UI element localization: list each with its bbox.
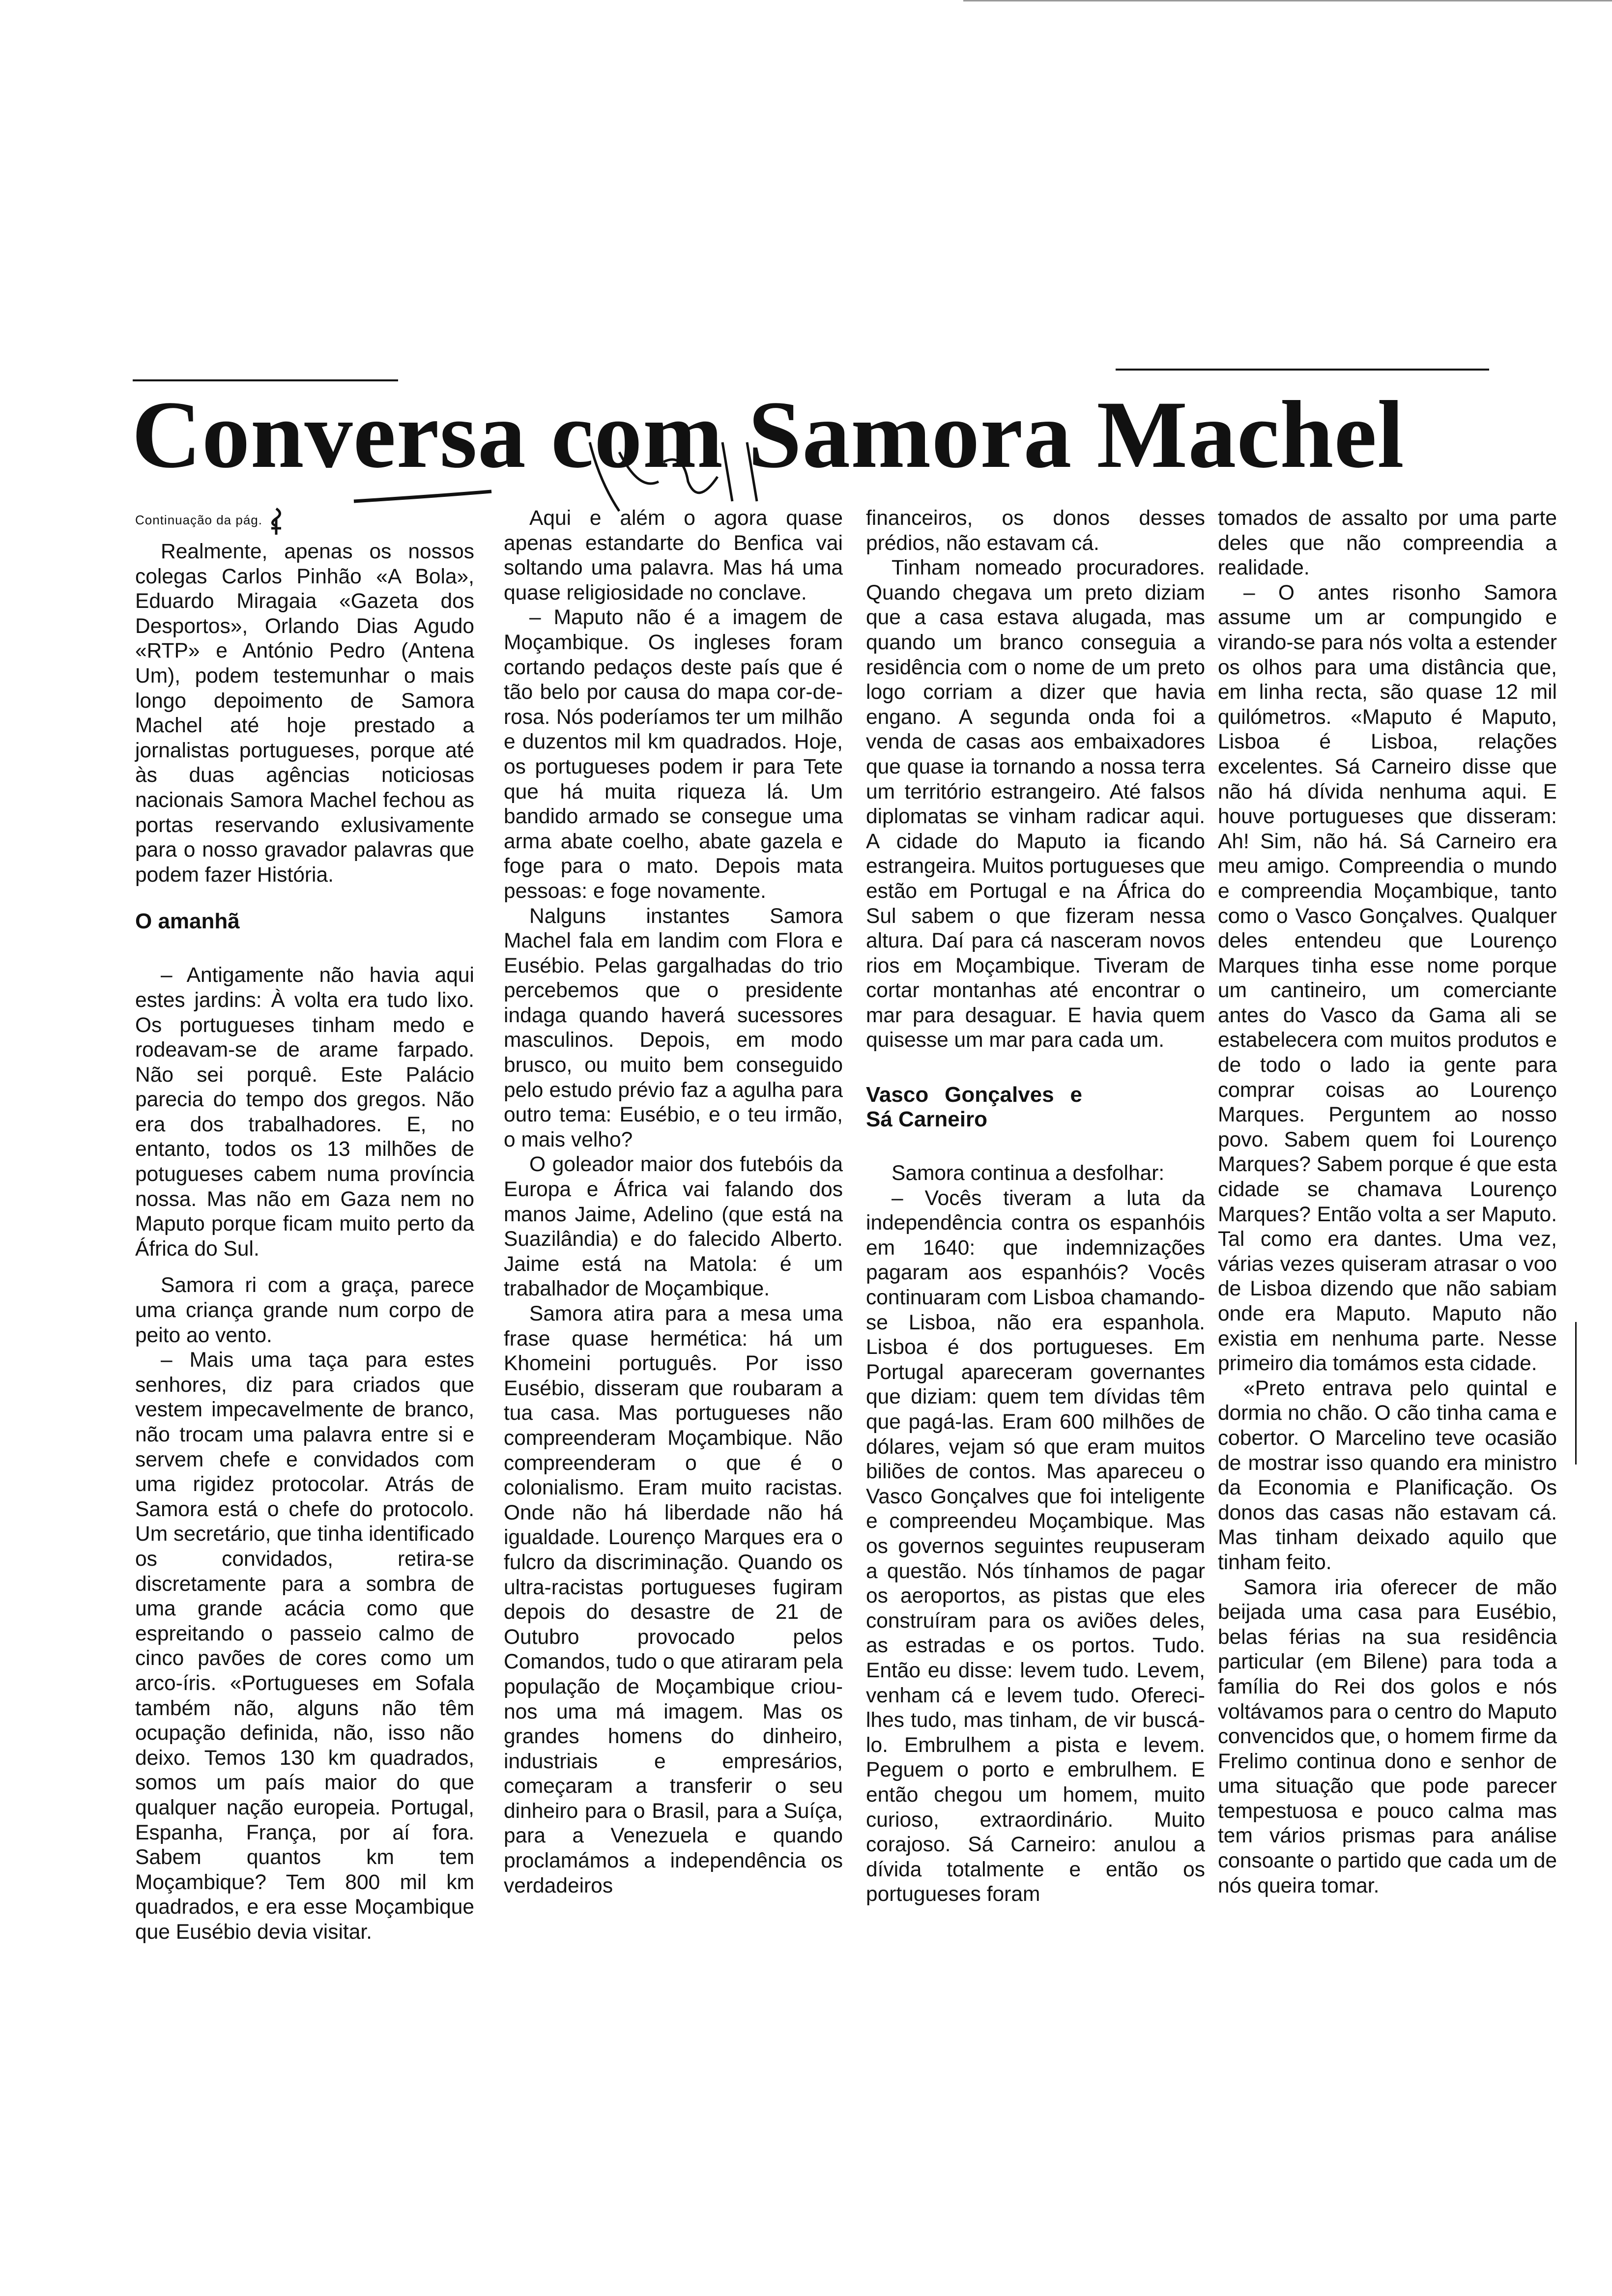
article-title: Conversa com Samora Machel [132, 381, 1405, 488]
col4-paragraph-2: – O antes risonho Samora assume um ar compungido e virando-se para nós volta a estender os olhos para uma distância que, em linha recta, são quase 12 mil quilómetros. «Maputo é Maputo, Lisboa é Lisboa, relações excelentes. Sá Carneiro disse que não há dívida nenhuma aqui. E houve portugueses que disseram: Ah! Sim, não há. Sá Carneiro era meu amigo. Compreendia o mundo e compreendia Moçambique, tanto como o Vasco Gonçalves. Qualquer deles entendeu que Lourenço Marques tinha esse nome porque um cantineiro, um comerciante antes do Vasco da Gama ali se estabelecera com muitos produtos e de todo o lado ia gente para comprar coisas ao Lourenço Marques. Perguntem ao nosso povo. Sabem quem foi Lourenço Marques? Sabem porque é que esta cidade se chamava Lourenço Marques? Então volta a ser Maputo. Tal como era dantes. Uma vez, várias vezes quiseram atrasar o voo de Lisboa dizendo que não sabiam onde era Maputo. Maputo não existia em nenhuma parte. Nesse primeiro dia tomámos esta cidade. [1218, 581, 1557, 1376]
section-heading-amanha: O amanhã [135, 909, 240, 934]
article-column-2 [504, 506, 843, 1898]
col3-paragraph-1: financeiros, os donos desses prédios, não estavam cá. [866, 507, 1205, 555]
col3-paragraph-4: – Vocês tiveram a luta da independência contra os espanhóis em 1640: que indemnizações pagaram aos espanhóis? Vocês continuaram com Lisboa chamando-se Lisboa, não era espanhola. Lisboa é dos portugueses. Em Portugal apareceram governantes que diziam: quem tem dívidas têm que pagá-las. Eram 600 milhões de dólares, vejam só que eram muitos biliões de contos. Mas apareceu o Vasco Gonçalves que foi inteligente e compreendeu Moçambique. Mas os governos seguintes reupuseram a questão. Nós tínhamos de pagar os aeroportos, as pistas que eles construíram para os aviões deles, as estradas e os portos. Tudo. Então eu disse: levem tudo. Levem, venham cá e levem tudo. Ofereci-lhes tudo, mas tinham, de vir buscá-lo. Embrulhem a pista e levem. Peguem o porto e embrulhem. E então chegou um homem, muito curioso, extraordinário. Muito corajoso. Sá Carneiro: anulou a dívida totalmente e então os portugueses foram [866, 1186, 1205, 1906]
article-column-1 [135, 506, 474, 1945]
continuation-label: Continuação da pág. [135, 512, 262, 527]
col2-paragraph-1: Aqui e além o agora quase apenas estandarte do Benfica vai soltando uma palavra. Mas há uma quase religiosidade no conclave. [504, 507, 843, 604]
section-heading-vasco: Vasco Gonçalves e Sá Carneiro [866, 1083, 1082, 1132]
page-reference-mark [266, 506, 286, 536]
col2-paragraph-3: Nalguns instantes Samora Machel fala em landim com Flora e Eusébio. Pelas gargalhadas do trio percebemos que o presidente indaga quando haverá sucessores masculinos. Depois, em modo brusco, ou muito bem conseguido pelo estudo prévio faz a agulha para outro tema: Eusébio, e o teu irmão, o mais velho? [504, 904, 843, 1151]
article-column-4 [1218, 506, 1557, 1898]
col4-paragraph-4: Samora iria oferecer de mão beijada uma casa para Eusébio, belas férias na sua residência particular (em Bilene) para toda a família do Rei dos golos e nós voltávamos para o centro do Maputo convencidos que, o homem firme da Frelimo continua dono e senhor de uma situação que pode parecer tempestuosa e pouco calma mas tem vários prismas para análise consoante o partido que cada um de nós queira tomar. [1218, 1576, 1557, 1897]
col2-paragraph-5: Samora atira para a mesa uma frase quase hermética: há um Khomeini português. Por isso Eusébio, disseram que roubaram a tua casa. Mas portugueses não compreenderam Moçambique. Não compreenderam o que é o colonialismo. Eram muito racistas. Onde não há liberdade não há igualdade. Lourenço Marques era o fulcro da discriminação. Quando os ultra-racistas portugueses fugiram depois do desastre de 21 de Outubro provocado pelos Comandos, tudo o que atiraram pela população de Moçambique criou-nos uma má imagem. Mas os grandes homens do dinheiro, industriais e empresários, começaram a transferir o seu dinheiro para o Brasil, para a Suíça, para a Venezuela e quando proclamámos a independência os verdadeiros [504, 1302, 843, 1897]
col1-paragraph-4: – Mais uma taça para estes senhores, diz para criados que vestem impecavelmente de branco, não trocam uma palavra entre si e servem chefe e convidados com uma rigidez protocolar. Atrás de Samora está o chefe do protocolo. Um secretário, que tinha identificado os convidados, retira-se discretamente para a sombra de uma grande acácia como que espreitando o passeio calmo de cinco pavões de cores como um arco-íris. «Portugueses em Sofala também não, alguns não têm ocupação definida, não, isso não deixo. Temos 130 km quadrados, somos um país maior do que qualquer nação europeia. Portugal, Espanha, França, por aí fora. Sabem quantos km tem Moçambique? Tem 800 mil km quadrados, e era esse Moçambique que Eusébio devia visitar. [135, 1349, 474, 1944]
col2-paragraph-2: – Maputo não é a imagem de Moçambique. Os ingleses foram cortando pedaços deste país que é tão belo por causa do mapa cor-de-rosa. Nós poderíamos ter um milhão e duzentos mil km quadrados. Hoje, os portugueses podem ir para Tete que há muita riqueza lá. Um bandido armado se consegue uma arma abate coelho, abate gazela e foge para o mato. Depois mata pessoas: e foge novamente. [504, 606, 843, 903]
col4-paragraph-1: tomados de assalto por uma parte deles que não compreendia a realidade. [1218, 507, 1557, 580]
col1-paragraph-2: – Antigamente não havia aqui estes jardins: À volta era tudo lixo. Os portugueses tinham medo e rodeavam-se de arame farpado. Não sei porquê. Este Palácio parecia do tempo dos gregos. Não era dos trabalhadores. E, no entanto, todos os 13 milhões de potugueses cabem numa província nossa. Mas não em Gaza nem no Maputo porque ficam muito perto da África do Sul. [135, 964, 474, 1261]
col1-paragraph-3: Samora ri com a graça, parece uma criança grande num corpo de peito ao vento. [135, 1274, 474, 1347]
col1-paragraph-1: Realmente, apenas os nossos colegas Carlos Pinhão «A Bola», Eduardo Miragaia «Gazeta dos Desportos», Orlando Dias Agudo «RTP» e António Pedro (Antena Um), podem testemunhar o mais longo depoimento de Samora Machel até hoje prestado a jornalistas portugueses, porque até às duas agências noticiosas nacionais Samora Machel fechou as portas reservando exlusivamente para o nosso gravador palavras que podem fazer História. [135, 540, 474, 887]
top-rule-right [1116, 369, 1489, 371]
col4-paragraph-3: «Preto entrava pelo quintal e dormia no chão. O cão tinha cama e cobertor. O Marcelino teve ocasião de mostrar isso quando era ministro da Economia e Planificação. Os donos das casas não estavam cá. Mas tinham deixado aquilo que tinham feito. [1218, 1377, 1557, 1574]
col3-paragraph-2: Tinham nomeado procuradores. Quando chegava um preto diziam que a casa estava alugada, mas quando um branco conseguia a residência com o nome de um preto logo corriam a dizer que havia engano. A segunda onda foi a venda de casas aos embaixadores que quase ia tornando a nossa terra um território estrangeiro. Até falsos diplomatas se vinham radicar aqui. A cidade do Maputo ia ficando estrangeira. Muitos portugueses que estão em Portugal e na África do Sul sabem o que fizeram nessa altura. Daí para cá nasceram novos rios em Moçambique. Tiveram de cortar montanhas até encontrar o mar para desaguar. E havia quem quisesse um mar para cada um. [866, 556, 1205, 1052]
col3-paragraph-3: Samora continua a desfolhar: [892, 1162, 1165, 1185]
corner-mark [963, 0, 1612, 1]
article-column-3 [866, 506, 1205, 1907]
column-4-side-rule [1575, 1322, 1577, 1464]
col2-paragraph-4: O goleador maior dos futebóis da Europa e África vai falando dos manos Jaime, Adelino (que está na Suazilândia) e do falecido Alberto. Jaime está na Matola: é um trabalhador de Moçambique. [504, 1153, 843, 1301]
